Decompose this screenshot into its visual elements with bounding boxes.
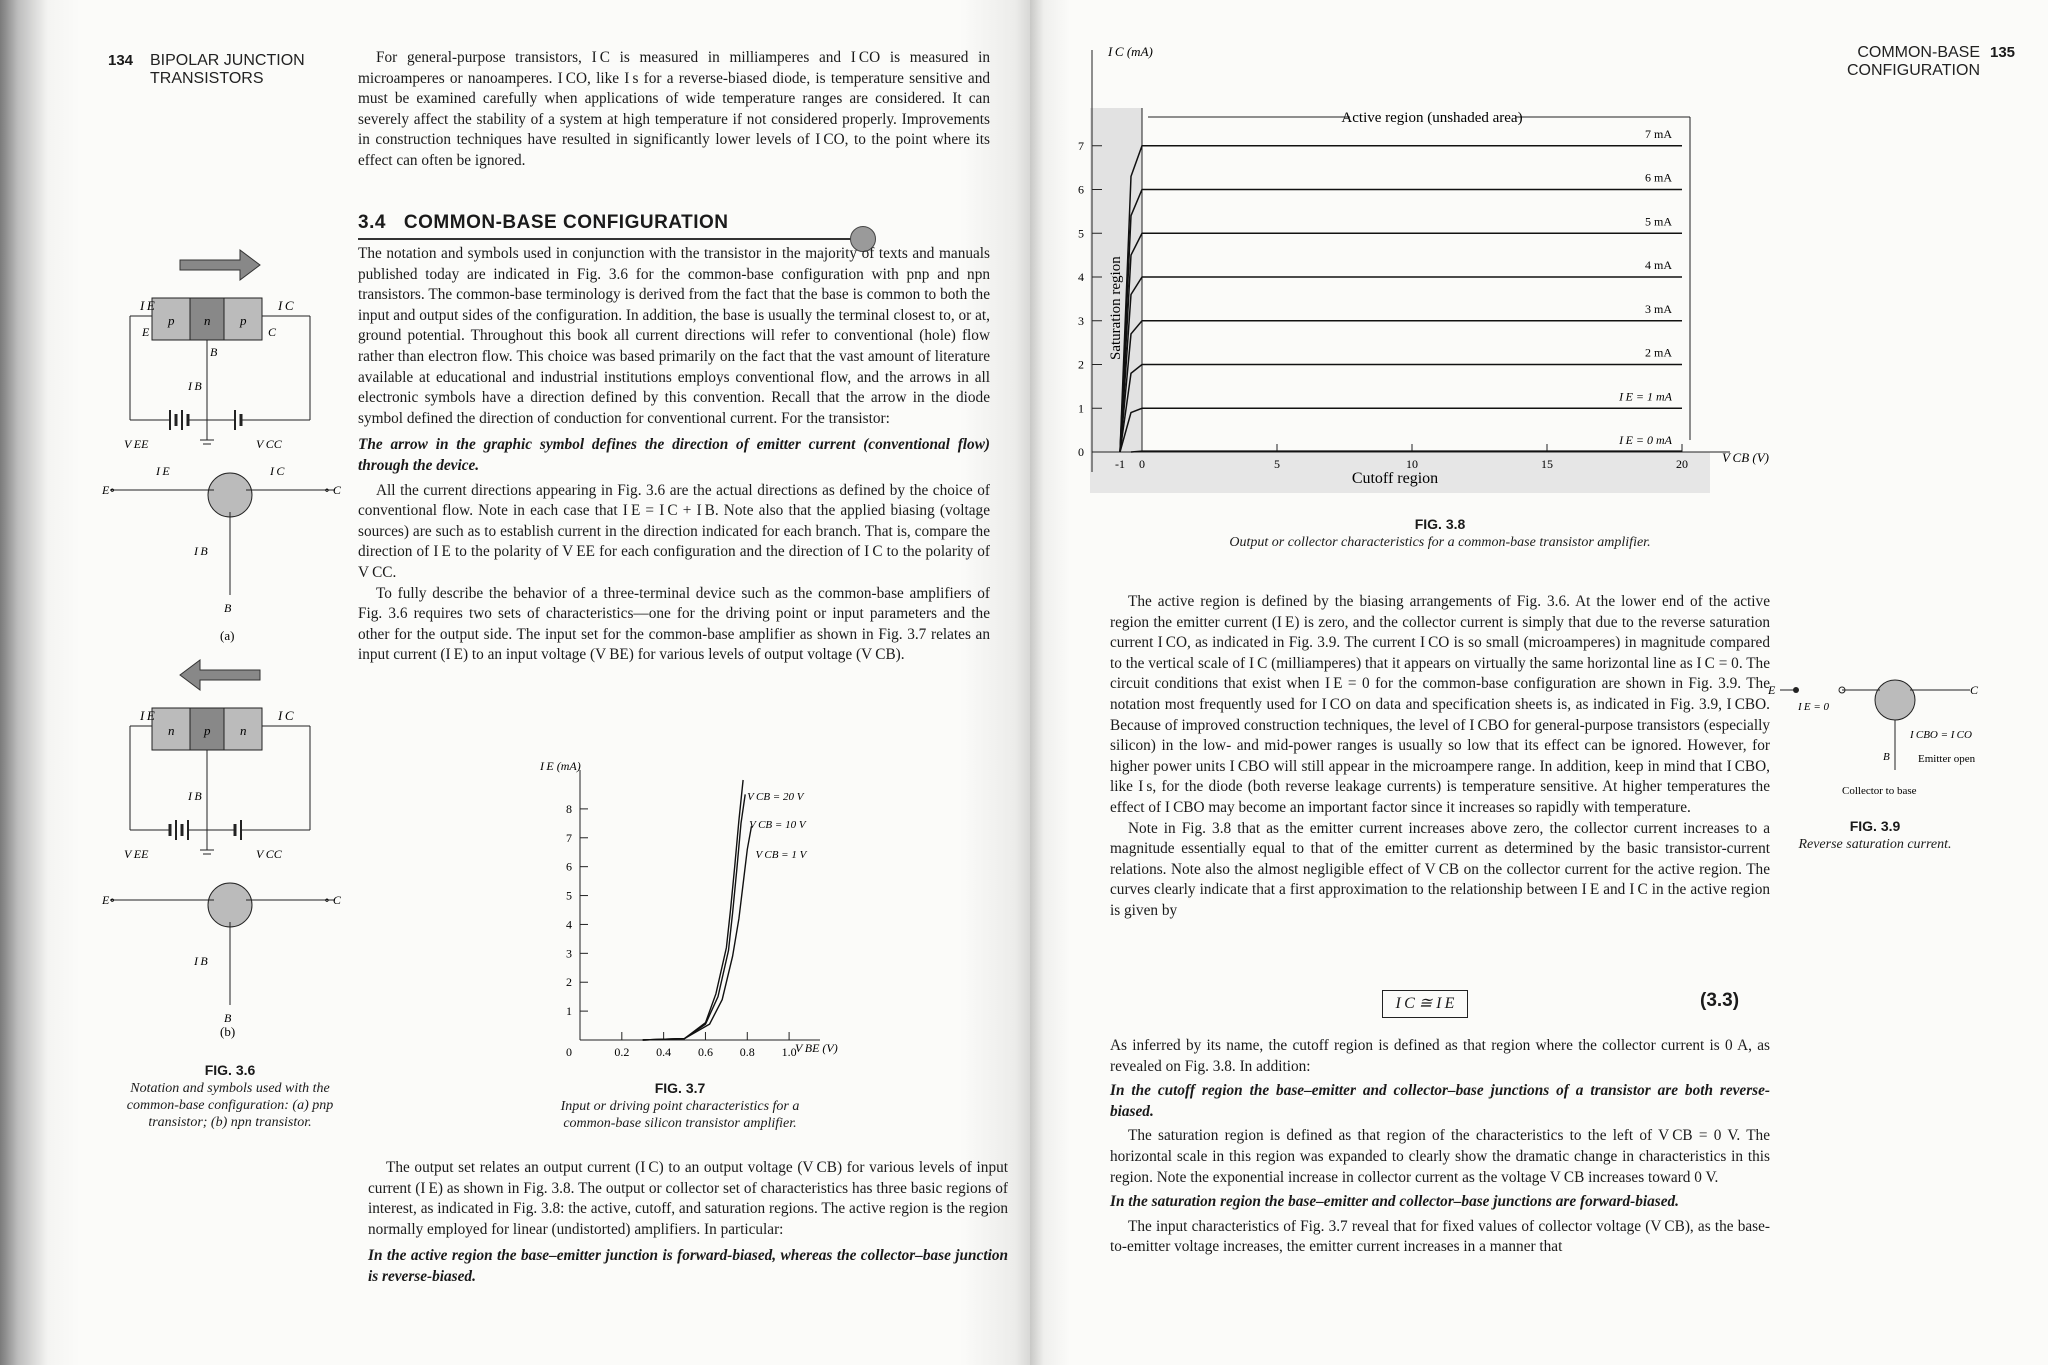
fig-3-9-diagram — [1770, 670, 1980, 810]
paragraph-1: The notation and symbols used in conjunction with the transistor in the majority of texts and manuals published today are indicated in Fig. 3.6 for the common-base configuration with pnp and npn transistors. The common-base terminology is derived from the fact that the base is common to both the input and output sides of the configuration. In addition, the base is usually the terminal closest to, or at, ground potential. Throughout this book all current directions will refer to conventional (hole) flow rather than electron flow. This choice was based primarily on the fact that the vast amount of literature available at educational and industrial institutions employs conventional flow, and the arrows in all electronic symbols have a direction defined by this convention. Recall that the arrow in the diode symbol defined the direction of conduction for conventional current. For the transistor: — [358, 245, 990, 427]
fig-3-8-curve-8 — [1120, 146, 1682, 452]
fig-3-7-x-tick-label: 0.2 — [614, 1045, 630, 1059]
fig-3-8-y-tick-label: 7 — [1078, 138, 1084, 153]
fig-3-7-curve-1 — [643, 780, 743, 1040]
cutoff-region-label: Cutoff region — [1351, 470, 1439, 487]
npn-layer-1: n — [168, 723, 175, 738]
pnp-flow-arrow-icon — [180, 250, 260, 280]
fig-3-7-title: FIG. 3.7 — [654, 1080, 706, 1096]
fig-3-7-y-tick-label: 1 — [566, 1004, 572, 1019]
fig-3-8-y-tick-label: 3 — [1078, 313, 1084, 328]
right-paragraph-3: As inferred by its name, the cutoff region is defined as that region where the collector current is 0 A, as revealed on Fig. 3.8. In addition: — [1110, 1037, 1770, 1075]
fig-3-8-caption: Output or collector characteristics for a common-base transistor amplifier. — [1229, 535, 1651, 550]
right-paragraph-2: Note in Fig. 3.8 that as the emitter current increases above zero, the collector current increases to a magnitude essentially equal to that of the emitter current as determined by the basic transistor-current relations. Note also the almost negligible effect of V CB on the collector current for the active region. The curves clearly indicate that a first approximation to the relationship between I E and I C in the active region is given by — [1110, 819, 1770, 919]
right-body-top — [1110, 592, 1770, 922]
fig-3-8-curve-label-5: 3 mA — [1645, 301, 1672, 316]
section-title: COMMON-BASE CONFIGURATION — [403, 212, 729, 233]
page-number-left: 134 — [108, 52, 134, 69]
fig-3-8-curve-label-3: 5 mA — [1645, 214, 1672, 229]
fig-3-9-title: FIG. 3.9 — [1849, 818, 1901, 834]
fig-3-8-x-tick-label: 0 — [1139, 457, 1145, 471]
fig-3-8-curve-label-7: I E = 1 mA — [1619, 389, 1672, 404]
running-head-left: BIPOLAR JUNCTION TRANSISTORS — [150, 52, 305, 87]
pnp-layer-2: n — [204, 313, 211, 328]
rule-2: In the active region the base–emitter junction is forward-biased, whereas the collector–base junction is reverse-biased. — [368, 1247, 1008, 1285]
fig-3-8-y-tick-label: 5 — [1078, 226, 1084, 241]
pnp-ib-label: I B — [188, 379, 202, 393]
npn-ic-label: I C — [278, 708, 294, 723]
npn-flow-arrow-icon — [180, 660, 260, 690]
fig-3-7-y-tick-label: 7 — [566, 830, 572, 845]
fig-3-9-caption: Reverse saturation current. — [1798, 837, 1952, 852]
npn-ie-label: I E — [140, 708, 155, 723]
fig-3-7-curve-label-3: V CB = 1 V — [755, 849, 807, 861]
pnp-e-label: E — [142, 325, 150, 339]
fig-3-7-curve-label-2: V CB = 10 V — [749, 819, 806, 831]
npn-symbol-ib: I B — [194, 954, 208, 968]
fig-3-8-y-tick-label: 6 — [1078, 182, 1084, 197]
active-region-label: Active region (unshaded area) — [1341, 110, 1523, 126]
fig-3-6b-label: (b) — [220, 1024, 236, 1039]
intro-paragraph — [358, 48, 990, 172]
fig-3-8-y-label: I C (mA) — [1108, 44, 1153, 59]
fig-3-9-ie-zero: I E = 0 — [1798, 701, 1830, 713]
right-paragraph-4: The saturation region is defined as that region of the characteristics to the left of V CB = 0 V. The horizontal scale in this region was expanded to clearly show the dramatic change in characteristics in this region. Note the exponential increase in collector current as the voltage V CB increases toward 0 V. — [1110, 1127, 1770, 1186]
right-page — [1030, 0, 2048, 1365]
pnp-symbol-b: B — [224, 601, 232, 615]
fig-3-8-curve-2 — [1120, 408, 1682, 452]
pnp-symbol-c-node: ∘ C — [324, 483, 341, 497]
pnp-vcc-label: V CC — [256, 437, 282, 451]
right-rule-2: In the saturation region the base–emitter and collector–base junctions are forward-biased. — [1110, 1193, 1679, 1211]
fig-3-7-x-tick-label: 0.8 — [739, 1045, 755, 1059]
intro-text: For general-purpose transistors, I C is measured in milliamperes and I CO is measured in microamperes or nanoamperes. I CO, like I s for a reverse-biased diode, is temperature sensitive and must be examined carefully when applications of wide temperature ranges are considered. It can severely affect the stability of a system at high temperature if not considered properly. Improvements in construction techniques have resulted in significantly lower levels of I CO, to the point where its effect can often be ignored. — [358, 49, 990, 169]
right-body-bottom — [1110, 1036, 1770, 1258]
fig-3-6-title: FIG. 3.6 — [204, 1062, 256, 1078]
npn-symbol-e-node: E∘ — [102, 893, 116, 907]
fig-3-8-x-tick-label: 10 — [1406, 457, 1418, 471]
npn-vee-label: V EE — [124, 847, 149, 861]
fig-3-8-y-tick-label: 1 — [1078, 401, 1084, 416]
fig-3-7-y-tick-label: 8 — [566, 801, 572, 816]
page-number-right: 135 — [1990, 44, 2016, 61]
fig-3-8-curve-label-8: I E = 0 mA — [1619, 433, 1672, 447]
fig-3-8-curve-4 — [1120, 321, 1682, 452]
pnp-symbol-ib: I B — [194, 544, 208, 558]
fig-3-8-y-tick-label: 0 — [1078, 445, 1084, 459]
fig-3-7-y-tick-label: 3 — [566, 946, 572, 961]
npn-block — [124, 660, 310, 861]
pnp-symbol-ie: I E — [156, 464, 170, 478]
fig-3-8-curve-label-6: 2 mA — [1645, 345, 1672, 360]
fig-3-6-diagram — [102, 250, 350, 1040]
right-rule-1: In the cutoff region the base–emitter and collector–base junctions of a transistor are both reverse-biased. — [1110, 1082, 1770, 1120]
section-heading — [358, 212, 878, 242]
right-paragraph-1: The active region is defined by the biasing arrangements of Fig. 3.6. At the lower end of the active region the emitter current (I E) is zero, and the collector current is simply that due to the reverse saturation current I CO, as indicated in Fig. 3.9. The current I CO is so small (microamperes) in magnitude compared to the vertical scale of I C (milliamperes) that it appears on virtually the same horizontal line as I C = 0. The circuit conditions that exist when I E = 0 for the common-base configuration are shown in Fig. 3.9. The notation most frequently used for I CO on data and specification sheets is, as indicated in Fig. 3.9, I CBO. Because of improved construction techniques, the level of I CBO for general-purpose transistors (especially silicon) in the low- and mid-power ranges is usually so low that its effect can be ignored. However, for higher power units I CBO will still appear in the microampere range. In addition, keep in mind that I CBO, like I s, for the diode (both reverse leakage currents) is temperature sensitive. At higher temperatures the effect of I CBO may become an important factor since it increases so rapidly with temperature. — [1110, 593, 1770, 816]
running-head-right: COMMON-BASE CONFIGURATION — [1846, 44, 1980, 79]
fig-3-9-e-label: E — [1768, 683, 1776, 697]
pnp-block — [124, 250, 310, 451]
fig-3-7-caption: Input or driving point characteristics for a common-base silicon transistor amplifier. — [560, 1099, 800, 1131]
fig-3-7-chart — [510, 750, 850, 1070]
fig-3-8-chart — [1078, 40, 1790, 510]
fig-3-7-y-label: I E (mA) — [540, 759, 581, 773]
fig-3-7-origin-label: 0 — [566, 1045, 572, 1059]
fig-3-7-y-tick-label: 2 — [566, 975, 572, 990]
section-body — [358, 244, 990, 666]
fig-3-8-x-tick-label: 5 — [1274, 457, 1280, 471]
npn-layer-3: n — [240, 723, 247, 738]
fig-3-8-y-tick-label: 2 — [1078, 357, 1084, 372]
fig-3-8-curve-label-4: 4 mA — [1645, 258, 1672, 272]
fig-3-8-curve-label-2: 6 mA — [1645, 170, 1672, 185]
fig-3-8-title: FIG. 3.8 — [1414, 516, 1466, 532]
fig-3-8-curve-label-1: 7 mA — [1645, 126, 1672, 141]
fig-3-8-x-tick-label: 20 — [1676, 457, 1688, 471]
equation-box: I C ≅ I E — [1382, 990, 1468, 1018]
fig-3-9-icbo-label: I CBO = I CO — [1910, 729, 1972, 741]
fig-3-9-b-label: B — [1883, 751, 1890, 763]
npn-symbol — [101, 883, 342, 1039]
pnp-b-label: B — [210, 345, 218, 359]
fig-3-7-curve-label-1: V CB = 20 V — [747, 791, 804, 803]
fig-3-7-y-tick-label: 5 — [566, 888, 572, 903]
equation-number: (3.3) — [1700, 990, 1740, 1011]
right-paragraph-5: The input characteristics of Fig. 3.7 reveal that for fixed values of collector voltage (V CB), as the base-to-emitter voltage increases, the emitter current increases in a manner that — [1110, 1217, 1770, 1256]
pnp-layer-3: p — [240, 313, 247, 328]
npn-layer-2: p — [204, 723, 211, 738]
paragraph-3: To fully describe the behavior of a three-terminal device such as the common-base amplifiers of Fig. 3.6 requires two sets of characteristics—one for the driving point or input parameters and the other for the output side. The input set for the common-base amplifier as shown in Fig. 3.7 relates an input current (I E) to an input voltage (V BE) for various levels of output voltage (V CB). — [358, 584, 990, 664]
fig-3-9-collector-to-base: Collector to base — [1842, 785, 1917, 797]
npn-symbol-c-node: ∘ C — [324, 893, 341, 907]
pnp-symbol-e-node: E∘ — [102, 483, 116, 497]
rule-1: The arrow in the graphic symbol defines the direction of emitter current (conventional flow) through the device. — [358, 436, 990, 474]
pnp-symbol-ic: I C — [270, 464, 285, 478]
fig-3-7-x-tick-label: 0.4 — [656, 1045, 672, 1059]
fig-3-9-emitter-open: Emitter open — [1918, 753, 1976, 765]
fig-3-8-curve-6 — [1120, 233, 1682, 452]
pnp-layer-1: p — [168, 313, 175, 328]
pnp-ic-label: I C — [278, 298, 294, 313]
fig-3-7-y-tick-label: 6 — [566, 859, 572, 874]
fig-3-8-y-tick-label: 4 — [1078, 270, 1084, 284]
npn-symbol-b: B — [224, 1011, 232, 1025]
fig-3-7-x-label: V BE (V) — [795, 1041, 838, 1055]
pnp-symbol — [101, 464, 342, 643]
fig-3-7-y-tick-label: 4 — [566, 917, 572, 932]
fig-3-6a-label: (a) — [220, 628, 235, 643]
fig-3-8-x-label: V CB (V) — [1722, 450, 1770, 465]
fig-3-7-x-tick-label: 0.6 — [697, 1045, 713, 1059]
fig-3-7-x-tick-label: 1.0 — [781, 1045, 797, 1059]
npn-vcc-label: V CC — [256, 847, 282, 861]
saturation-region-label: Saturation region — [1108, 256, 1124, 360]
pnp-vee-label: V EE — [124, 437, 149, 451]
paragraph-4: The output set relates an output current (I C) to an output voltage (V CB) for various levels of input current (I E) as shown in Fig. 3.8. The output or collector set of characteristics has three basic regions of interest, as indicated in Fig. 3.8: the active, cutoff, and saturation regions. The active region is the region normally employed for linear (undistorted) amplifiers. In particular: — [368, 1159, 1008, 1238]
section-underline — [358, 238, 868, 240]
fig-3-9-c-label: C — [1970, 683, 1979, 697]
fig-3-8-x-tick-label: -1 — [1115, 457, 1125, 471]
section-number: 3.4 — [358, 212, 386, 233]
npn-ib-label: I B — [188, 789, 202, 803]
fig-3-6-caption: Notation and symbols used with the common-base configuration: (a) pnp transistor; (b) npn transistor. — [126, 1081, 334, 1130]
fig-3-8-x-tick-label: 15 — [1541, 457, 1553, 471]
output-set-paragraph — [368, 1158, 1008, 1288]
pnp-ie-label: I E — [140, 298, 155, 313]
paragraph-2: All the current directions appearing in Fig. 3.6 are the actual directions as defined by the choice of conventional flow. Note in each case that I E = I C + I B. Note also that the applied biasing (voltage sources) are such as to establish current in the direction indicated for each branch. That is, compare the direction of I E to the polarity of V EE for each configuration and the direction of I C to the polarity of V CC. — [358, 481, 990, 581]
pnp-c-label: C — [268, 325, 277, 339]
